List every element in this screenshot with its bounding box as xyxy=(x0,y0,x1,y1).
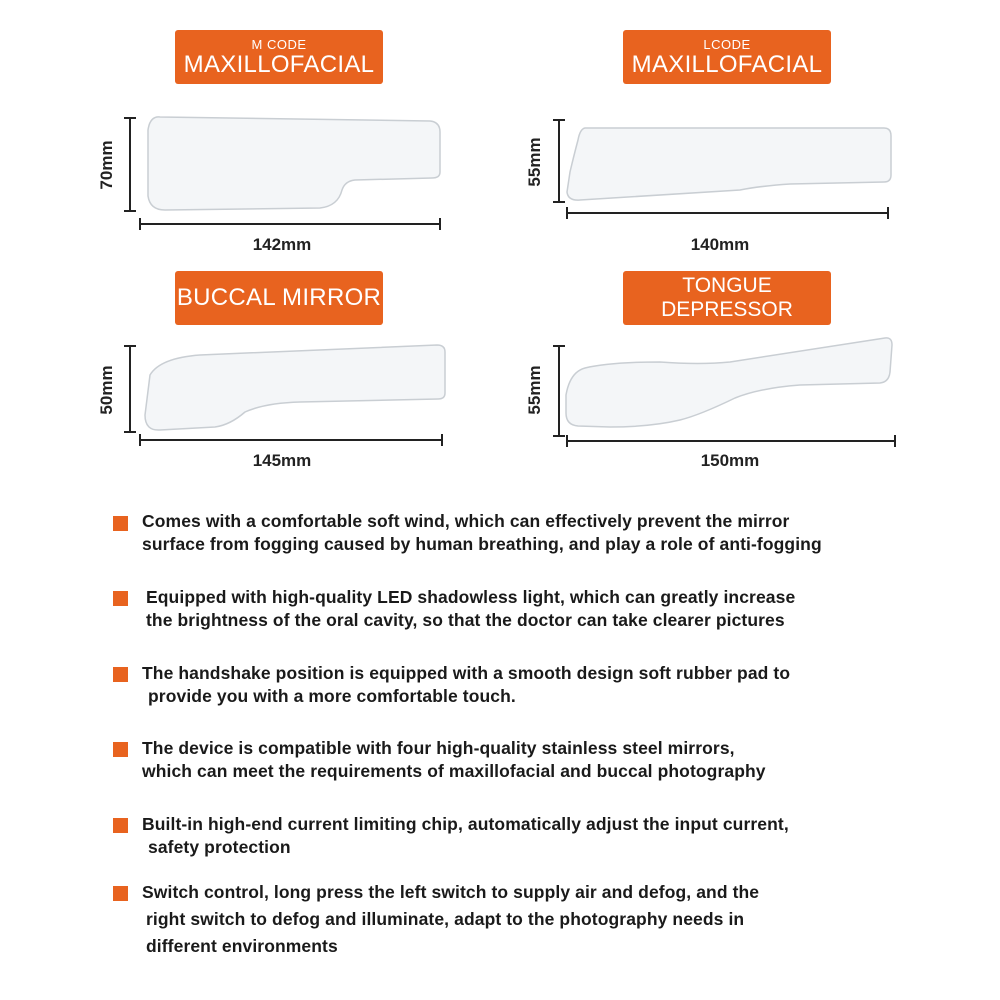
feature-5-text xyxy=(142,813,932,859)
feature-3-text xyxy=(142,662,932,708)
feature-4-bullet xyxy=(113,742,128,757)
feature-5-bullet xyxy=(113,818,128,833)
panel-3-title: BUCCAL MIRROR xyxy=(176,284,382,311)
feature-6-line3: different environments xyxy=(146,936,338,956)
feature-6-text xyxy=(142,881,932,958)
feature-1-text xyxy=(142,510,932,556)
feature-4-text xyxy=(142,737,932,783)
panel-4-height: 55mm xyxy=(525,365,544,415)
panel-3-height: 50mm xyxy=(97,365,116,415)
feature-5-line1: Built-in high-end current limiting chip, automatically adjust the input current, xyxy=(142,814,789,834)
feature-2-line2: the brightness of the oral cavity, so that the doctor can take clearer pictures xyxy=(146,610,785,630)
feature-2-bullet xyxy=(113,591,128,606)
feature-1-bullet xyxy=(113,516,128,531)
panel-4-title-line1: TONGUE xyxy=(682,274,772,297)
panel-2-title: MAXILLOFACIAL xyxy=(631,50,823,78)
feature-4-line1: The device is compatible with four high-quality stainless steel mirrors, xyxy=(142,738,735,758)
panel-1-code: M CODE xyxy=(251,36,307,52)
feature-6-bullet xyxy=(113,886,128,901)
feature-1-line1: Comes with a comfortable soft wind, which can effectively prevent the mirror xyxy=(142,511,790,531)
panel-2-code: LCODE xyxy=(703,36,751,52)
panel-1-width: 142mm xyxy=(252,235,312,254)
panel-2-width: 140mm xyxy=(690,235,750,254)
feature-6-line2: right switch to defog and illuminate, adapt to the photography needs in xyxy=(146,909,745,929)
panel-1-title: MAXILLOFACIAL xyxy=(183,50,375,78)
feature-1-line2: surface from fogging caused by human breathing, and play a role of anti-fogging xyxy=(142,534,822,554)
panel-4-width-line xyxy=(567,440,895,442)
panel-4-width: 150mm xyxy=(700,451,760,470)
panel-2-height: 55mm xyxy=(525,137,544,187)
feature-6-line1: Switch control, long press the left switch to supply air and defog, and the xyxy=(142,882,760,902)
feature-3-bullet xyxy=(113,667,128,682)
feature-3-line1: The handshake position is equipped with a smooth design soft rubber pad to xyxy=(142,663,791,683)
feature-5-line2: safety protection xyxy=(148,837,291,857)
panel-4-title-line2: DEPRESSOR xyxy=(661,298,793,321)
feature-2-text xyxy=(146,586,936,632)
feature-2-line1: Equipped with high-quality LED shadowless light, which can greatly increase xyxy=(146,587,796,607)
panel-4-height-line xyxy=(558,346,560,436)
feature-4-line2: which can meet the requirements of maxillofacial and buccal photography xyxy=(142,761,766,781)
panel-1-height: 70mm xyxy=(97,140,116,190)
panel-3-width: 145mm xyxy=(252,451,312,470)
feature-3-line2: provide you with a more comfortable touch. xyxy=(148,686,516,706)
